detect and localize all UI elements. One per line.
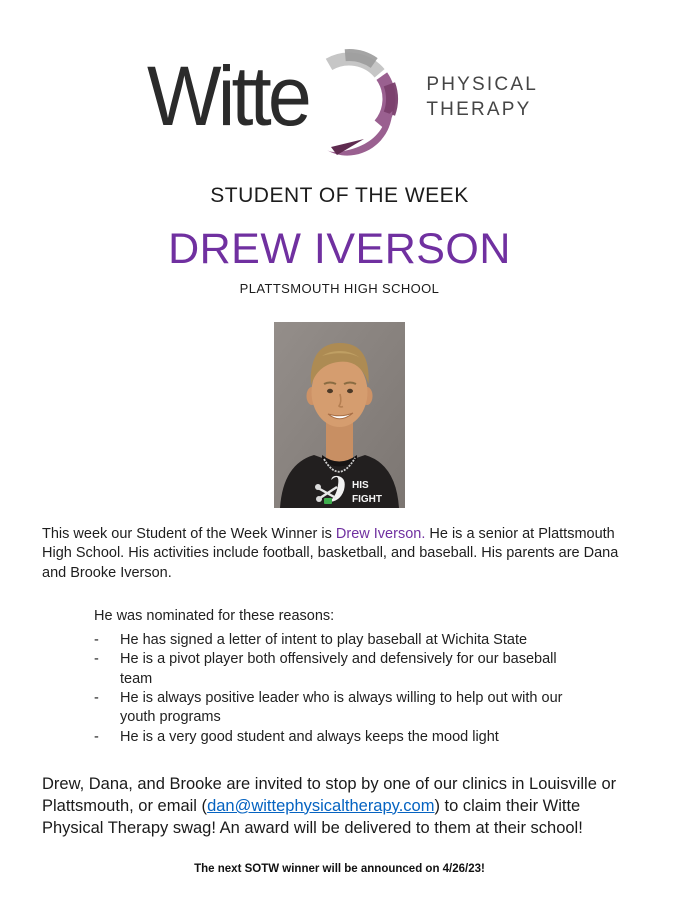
bullet-dash: -: [94, 689, 99, 706]
intro-after-name: He is a senior at Plattsmouth High School. His activities include football, basketball, and baseball. His parents are Dana and Brooke Iverson.: [42, 526, 619, 581]
nomination-reason: [94, 689, 564, 728]
logo-tagline-line1: PHYSICAL: [426, 73, 538, 95]
closing-before-email: Drew, Dana, and Brooke are invited to stop by one of our clinics in Louisville or Plattsmouth, or email (: [42, 774, 617, 815]
email-link[interactable]: dan@wittephysicaltherapy.com: [207, 796, 435, 815]
intro-paragraph: [42, 525, 637, 583]
closing-paragraph: [42, 774, 637, 840]
nomination-reason: [94, 650, 564, 689]
shirt-text-line2: FIGHT: [352, 494, 382, 505]
bullet-dash: -: [94, 632, 99, 649]
student-name: DREW IVERSON: [168, 225, 511, 273]
logo-tagline: [426, 74, 538, 121]
shirt-text-line1: HIS: [352, 480, 369, 491]
closing-after-email: ) to claim their Witte Physical Therapy swag! An award will be delivered to them at their school!: [42, 796, 583, 837]
intro-before-name: This week our Student of the Week Winner is: [42, 526, 336, 542]
logo-wordmark: Witte: [147, 49, 309, 143]
logo-swirl-icon: [304, 37, 404, 162]
nomination-reason-text: He is a pivot player both offensively and defensively for our baseball team: [120, 651, 557, 687]
next-winner-announcement: The next SOTW winner will be announced on 4/26/23!: [194, 862, 485, 875]
logo: [48, 28, 637, 164]
school-name: PLATTSMOUTH HIGH SCHOOL: [239, 281, 440, 296]
nomination-heading: He was nominated for these reasons:: [94, 607, 335, 624]
nomination-reason-text: He is a very good student and always keeps the mood light: [120, 728, 499, 745]
student-photo: [274, 322, 405, 508]
section-title: STUDENT OF THE WEEK: [210, 184, 469, 207]
bullet-dash: -: [94, 651, 99, 668]
nomination-reason: [94, 631, 564, 650]
nomination-section: [42, 607, 637, 747]
nomination-reason-text: He is always positive leader who is always willing to help out with our youth programs: [120, 689, 563, 726]
intro-student-name: Drew Iverson.: [335, 526, 426, 542]
nomination-reason: [94, 728, 564, 747]
nomination-reason-text: He has signed a letter of intent to play baseball at Wichita State: [120, 632, 528, 649]
logo-tagline-line2: THERAPY: [426, 98, 532, 120]
nomination-reasons-list: [94, 631, 637, 747]
bullet-dash: -: [94, 728, 99, 745]
